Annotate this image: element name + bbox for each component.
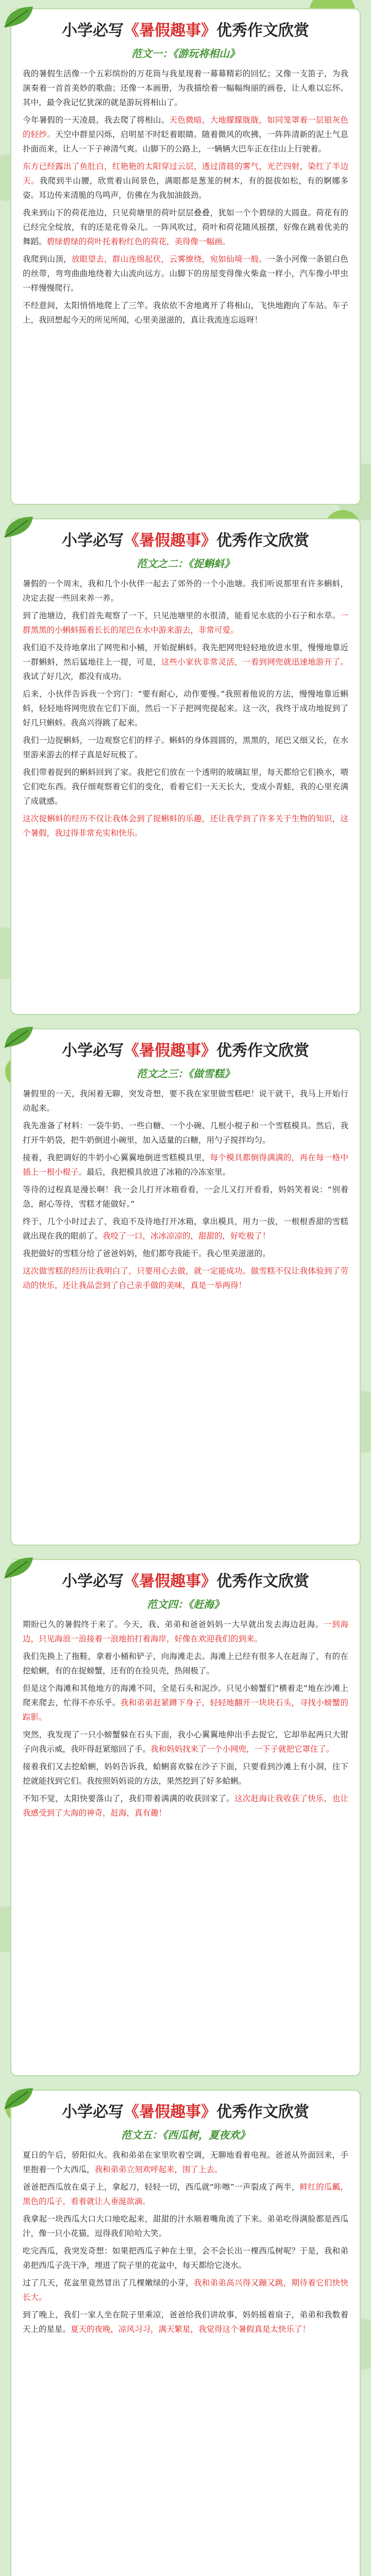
title-prefix: 小学必写 (62, 2104, 124, 2121)
highlighted-sentence: 鲜红的瓜瓤，黑色的瓜子，看着就让人垂涎欲滴。 (23, 2182, 348, 2206)
paragraph (23, 1150, 348, 1179)
paragraph (23, 1182, 348, 1211)
title-highlight: 《暑假趣事》 (124, 1042, 216, 1059)
paragraph (23, 577, 348, 605)
paragraph (23, 2276, 348, 2304)
title-highlight: 《暑假趣事》 (124, 532, 216, 549)
highlighted-sentence: 我咬了一口，冰冰凉凉的，甜甜的，好吃极了！ (103, 1231, 271, 1241)
sentence: 但是这个海滩和其他地方的海滩不同，全是石头和泥沙。只见小螃蟹们“横着走”地在沙滩上爬来爬去，忙得不亦乐乎。 (23, 1684, 348, 1707)
sentence: 吃完西瓜，我突发奇想：如果把西瓜子种在土里，会不会长出一棵西瓜树呢？于是，我和弟弟把西瓜子洗干净，埋进了院子里的花盆中，每天都给它浇水。 (23, 2246, 348, 2270)
paragraph (23, 1617, 348, 1646)
title-prefix: 小学必写 (62, 532, 124, 549)
paragraph (23, 640, 348, 684)
sentence: 我爬到山顶， (23, 255, 72, 264)
article-body (23, 66, 348, 327)
paragraph (23, 765, 348, 808)
title-suffix: 优秀作文欣赏 (216, 1042, 309, 1059)
title-highlight: 《暑假趣事》 (124, 1573, 216, 1590)
sentence: 我先准备了材料：一袋牛奶、一些白糖、一个小碗、几根小棍子和一个雪糕模具。然后，我打开牛奶袋，把牛奶倒进小碗里，加入适量的白糖，用勺子搅拌均匀。 (23, 1121, 348, 1145)
paragraph (23, 1791, 348, 1820)
paragraph (23, 113, 348, 156)
sentence: 最后，我把模具放进了冰箱的冷冻室里。 (87, 1167, 231, 1177)
highlighted-sentence: 一到海边，只见海浪一浪接着一浪地拍打着海岸，好像在欢迎我们的到来。 (23, 1620, 348, 1643)
sentence: 接着我们又去挖蛤蜊，妈妈告诉我，蛤蜊喜欢躲在沙子下面，只要看到沙滩上有小洞，往下挖就能找到它们。我按照妈妈说的方法，果然挖到了好多蛤蜊。 (23, 1762, 348, 1786)
leaf-icon (2, 2086, 38, 2111)
sentence: 到了池塘边，我们首先观察了一下，只见池塘里的水很清，能看见水底的小石子和水草。 (23, 611, 341, 620)
sentence: 期盼已久的暑假终于来了。今天，我、弟弟和爸爸妈妈一大早就出发去海边赶海。 (23, 1620, 324, 1629)
paragraph (23, 298, 348, 327)
sentence: 我们一边捉蝌蚪，一边观察它们的样子。蝌蚪的身体圆圆的，黑黑的，尾巴又细又长，在水里游来游去的样子真是好玩极了。 (23, 736, 348, 759)
title-prefix: 小学必写 (62, 1042, 124, 1059)
sentence: 不经意间，太阳悄悄地爬上了三竿。我依依不舍地离开了将相山，飞快地跑向了车站。车子上，我回想起今天的所见所闻，心里美滋滋的，真让我流连忘返呀！ (23, 301, 348, 325)
sentence: 爸爸把西瓜放在桌子上，拿起刀，轻轻一切，西瓜就“咔嚓”一声裂成了两半， (23, 2182, 300, 2192)
sentence: 我来到山下的荷花池边，只见荷塘里的荷叶层层叠叠，犹如一个个碧绿的大圆盘。荷花有的已经完全绽放，有的还是花骨朵儿。一阵风吹过，荷叶和荷花随风摇摆，好像在跳着优美的舞蹈。 (23, 208, 348, 246)
title-suffix: 优秀作文欣赏 (216, 1573, 309, 1590)
article-body (23, 1617, 348, 1820)
article-title (23, 2099, 348, 2122)
sentence: 突然，我发现了一只小螃蟹躲在石头下面，我小心翼翼地伸出手去捉它，它却举起两只大钳子向我示威，我吓得赶紧缩回了手。 (23, 1730, 348, 1754)
article-body (23, 577, 348, 840)
sentence: 我拿起一块西瓜大口大口地吃起来，甜甜的汁水顺着嘴角流了下来。弟弟吃得满脸都是西瓜汁，像一只小花猫，逗得我们哈哈大笑。 (23, 2214, 348, 2238)
paragraph (23, 1727, 348, 1756)
article-title (23, 1568, 348, 1591)
sentence: 夏日的午后，骄阳似火。我和弟弟在家里吹着空调，无聊地看着电视。爸爸从外面回来，手里抱着一个大西瓜， (23, 2150, 348, 2174)
article-subtitle: 范文之二：《捉蝌蚪》 (137, 557, 234, 570)
article-panel-3 (11, 1029, 360, 1545)
article-panel-2 (11, 519, 360, 1014)
highlighted-sentence: 这些小家伙非常灵活，一看到网兜就迅速地游开了。 (161, 657, 348, 667)
paragraph (23, 2308, 348, 2336)
highlighted-sentence: 这次做雪糕的经历让我明白了，只要用心去做，就一定能成功。做雪糕不仅让我体验到了劳动的快乐，还让我品尝到了自己亲手做的美味，真是一举两得！ (23, 1266, 348, 1290)
title-prefix: 小学必写 (62, 22, 124, 39)
paragraph (23, 1246, 348, 1261)
sentence: 天空中群星闪烁，启明星不时眨着眼睛。随着微风的吹拂，一阵阵清新的泥土气息扑面而来，让人一下子神清气爽。山脚下的公路上，一辆辆大巴车正在往山上行驶着。 (23, 130, 348, 154)
highlighted-sentence: 放眼望去，群山连绵起伏，云雾缭绕，宛如仙境一般。 (71, 255, 267, 264)
paragraph (23, 1681, 348, 1724)
paragraph (23, 2212, 348, 2241)
sentence: 我爬到半山腰，欣赏着山间景色，满眼都是葱茏的树木，有的挺拔如松，有的婀娜多姿。耳边传来清脆的鸟鸣声，仿佛在为我加油鼓劲。 (23, 176, 348, 200)
article-title (23, 18, 348, 40)
sentence: 到了晚上，我们一家人坐在院子里乘凉，爸爸给我们讲故事，妈妈摇着扇子，弟弟和我数着天上的星星。 (23, 2310, 348, 2334)
article-title (23, 1038, 348, 1060)
paragraph (23, 66, 348, 110)
highlighted-sentence: 碧绿碧绿的荷叶托着粉红色的荷花，美得像一幅画。 (46, 237, 231, 246)
article-body (23, 1087, 348, 1293)
paragraph (23, 206, 348, 249)
title-suffix: 优秀作文欣赏 (216, 22, 309, 39)
article-panel-1 (11, 9, 360, 504)
article-panel-5 (11, 2091, 360, 2576)
title-suffix: 优秀作文欣赏 (216, 2104, 309, 2121)
article-subtitle: 范文之三：《做雪糕》 (137, 1067, 234, 1080)
paragraph (23, 2244, 348, 2273)
sentence: 我的暑假生活像一个五彩缤纷的万花筒与我星现着一幕幕精彩的回忆；又像一支笛子，为我演奏着一首首美妙的歌曲；还像一本画册，为我描绘着一幅幅绚丽的画卷，让人难以忘怀。其中，最令我记忆犹深的就是游玩将相山了。 (23, 69, 348, 107)
sentence: 暑假的一个周末，我和几个小伙伴一起去了郊外的一个小池塘。我们听说那里有许多蝌蚪，决定去捉一些回来养一养。 (23, 579, 348, 603)
title-highlight: 《暑假趣事》 (124, 2104, 216, 2121)
highlighted-sentence: 夏天的夜晚，凉风习习，满天繁星，我觉得这个暑假真是太快乐了！ (71, 2325, 311, 2334)
highlighted-sentence: 我和妈妈找来了一个小网兜，一下子就把它罩住了。 (150, 1744, 334, 1754)
article-subtitle: 范文一：《游玩将相山》 (131, 47, 240, 60)
sentence: 我们先换上了拖鞋，拿着小桶和铲子，向海滩走去。海滩上已经有很多人在赶海了，有的在挖蛤蜊，有的在捉螃蟹，还有的在捡贝壳，热闹极了。 (23, 1652, 348, 1675)
sentence: 我们带着捉到的蝌蚪回到了家。我把它们放在一个透明的玻璃缸里，每天都给它们换水，喂它们吃东西。我仔细观察着它们的变化，看着它们一天天长大，变成小青蛙，我的心里充满了成就感。 (23, 768, 348, 806)
paragraph (23, 811, 348, 840)
leaf-icon (2, 1555, 38, 1581)
highlighted-sentence: 天色微暗，大地朦朦胧胧，如同笼罩着一层银灰色的轻纱。 (23, 115, 348, 139)
highlighted-sentence: 我和弟弟立刻欢呼起来，围了上去。 (94, 2165, 223, 2174)
paragraph (23, 1118, 348, 1147)
paragraph (23, 1759, 348, 1788)
sentence: 我试了好几次，都没有成功。 (23, 672, 127, 681)
highlighted-sentence: 我和弟弟高兴得又蹦又跳，期待着它们快快长大。 (23, 2278, 348, 2302)
sentence: 今年暑假的一天凌晨，我去爬了将相山。 (23, 115, 170, 125)
article-title (23, 528, 348, 550)
title-suffix: 优秀作文欣赏 (216, 532, 309, 549)
highlighted-sentence: 每个模具都倒得满满的，再在每一格中插上一根小棍子。 (23, 1153, 348, 1177)
highlighted-sentence: 这次赶海让我收获了快乐，也让我感受到了大海的神奇，赶海，真有趣！ (23, 1794, 348, 1818)
paragraph (23, 252, 348, 295)
paragraph (23, 1214, 348, 1243)
paragraph (23, 2180, 348, 2209)
paragraph (23, 608, 348, 637)
sentence: 等待的过程真是漫长啊！我一会儿打开冰箱看看，一会儿又打开看看，妈妈笑着说：“别着急，耐心等待，雪糕才能做好。” (23, 1185, 348, 1209)
sentence: 后来，小伙伴告诉我一个窍门：“要有耐心，动作要慢。”我照着他说的方法，慢慢地靠近蝌蚪，轻轻地将网兜放在它们下面，然后一下子把网兜提起来。这一次，我终于成功地捉到了好几只蝌蚪。我高兴得跳了起来。 (23, 689, 348, 727)
paragraph (23, 687, 348, 730)
sentence: 接着，我把调好的牛奶小心翼翼地倒进雪糕模具里， (23, 1153, 210, 1162)
paragraph (23, 2148, 348, 2177)
sentence: 一条小河像一条银白色的丝带，弯弯曲曲地绕着大山流向远方。山脚下的房屋变得像火柴盒一样小，汽车像小甲虫一样慢慢爬行。 (23, 255, 348, 293)
paragraph (23, 1264, 348, 1293)
sentence: 我们迫不及待地拿出了网兜和小桶，开始捉蝌蚪。我先把网兜轻轻地放进水里，慢慢地靠近一群蝌蚪，然后猛地往上一提，可是， (23, 643, 348, 667)
article-subtitle: 范文四：《赶海》 (147, 1598, 224, 1611)
highlighted-sentence: 一群黑黑的小蝌蚪摇着长长的尾巴在水中游来游去，非常可爱。 (23, 611, 348, 635)
sentence: 我把做好的雪糕分给了爸爸妈妈，他们都夸我能干。我心里美滋滋的。 (23, 1249, 271, 1258)
sentence: 不知不觉，太阳快要落山了，我们带着满满的收获回家了。 (23, 1794, 234, 1803)
paragraph (23, 1087, 348, 1115)
sentence: 终于，几个小时过去了，我迫不及待地打开冰箱，拿出模具，用力一拔，一根根香甜的雪糕就出现在我的眼前了。 (23, 1217, 348, 1241)
paragraph (23, 1649, 348, 1678)
paragraph (23, 733, 348, 762)
sentence: 过了几天，花盆里竟然冒出了几棵嫩绿的小芽， (23, 2278, 194, 2287)
highlighted-sentence: 这次捉蝌蚪的经历不仅让我体会到了捉蝌蚪的乐趣，还让我学到了许多关于生物的知识，这个暑假，我过得非常充实和快乐。 (23, 814, 348, 838)
leaf-icon (2, 514, 38, 540)
paragraph (23, 159, 348, 202)
article-body (23, 2148, 348, 2336)
title-prefix: 小学必写 (62, 1573, 124, 1590)
article-panel-4 (11, 1560, 360, 2075)
leaf-icon (2, 4, 38, 30)
highlighted-sentence: 东方已经露出了鱼肚白，红艳艳的太阳穿过云层，透过清晨的雾气，光芒四射，染红了半边天。 (23, 162, 348, 185)
highlighted-sentence: 我和弟弟赶紧蹲下身子，轻轻地翻开一块块石头，寻找小螃蟹的踪影。 (23, 1698, 348, 1722)
leaf-icon (2, 1024, 38, 1050)
article-subtitle: 范文五：《西瓜树，夏夜欢》 (121, 2129, 250, 2141)
title-highlight: 《暑假趣事》 (124, 22, 216, 39)
sentence: 暑假里的一天，我闲着无聊，突发奇想，要不我在家里做雪糕吧！说干就干，我马上开始行动起来。 (23, 1089, 348, 1113)
